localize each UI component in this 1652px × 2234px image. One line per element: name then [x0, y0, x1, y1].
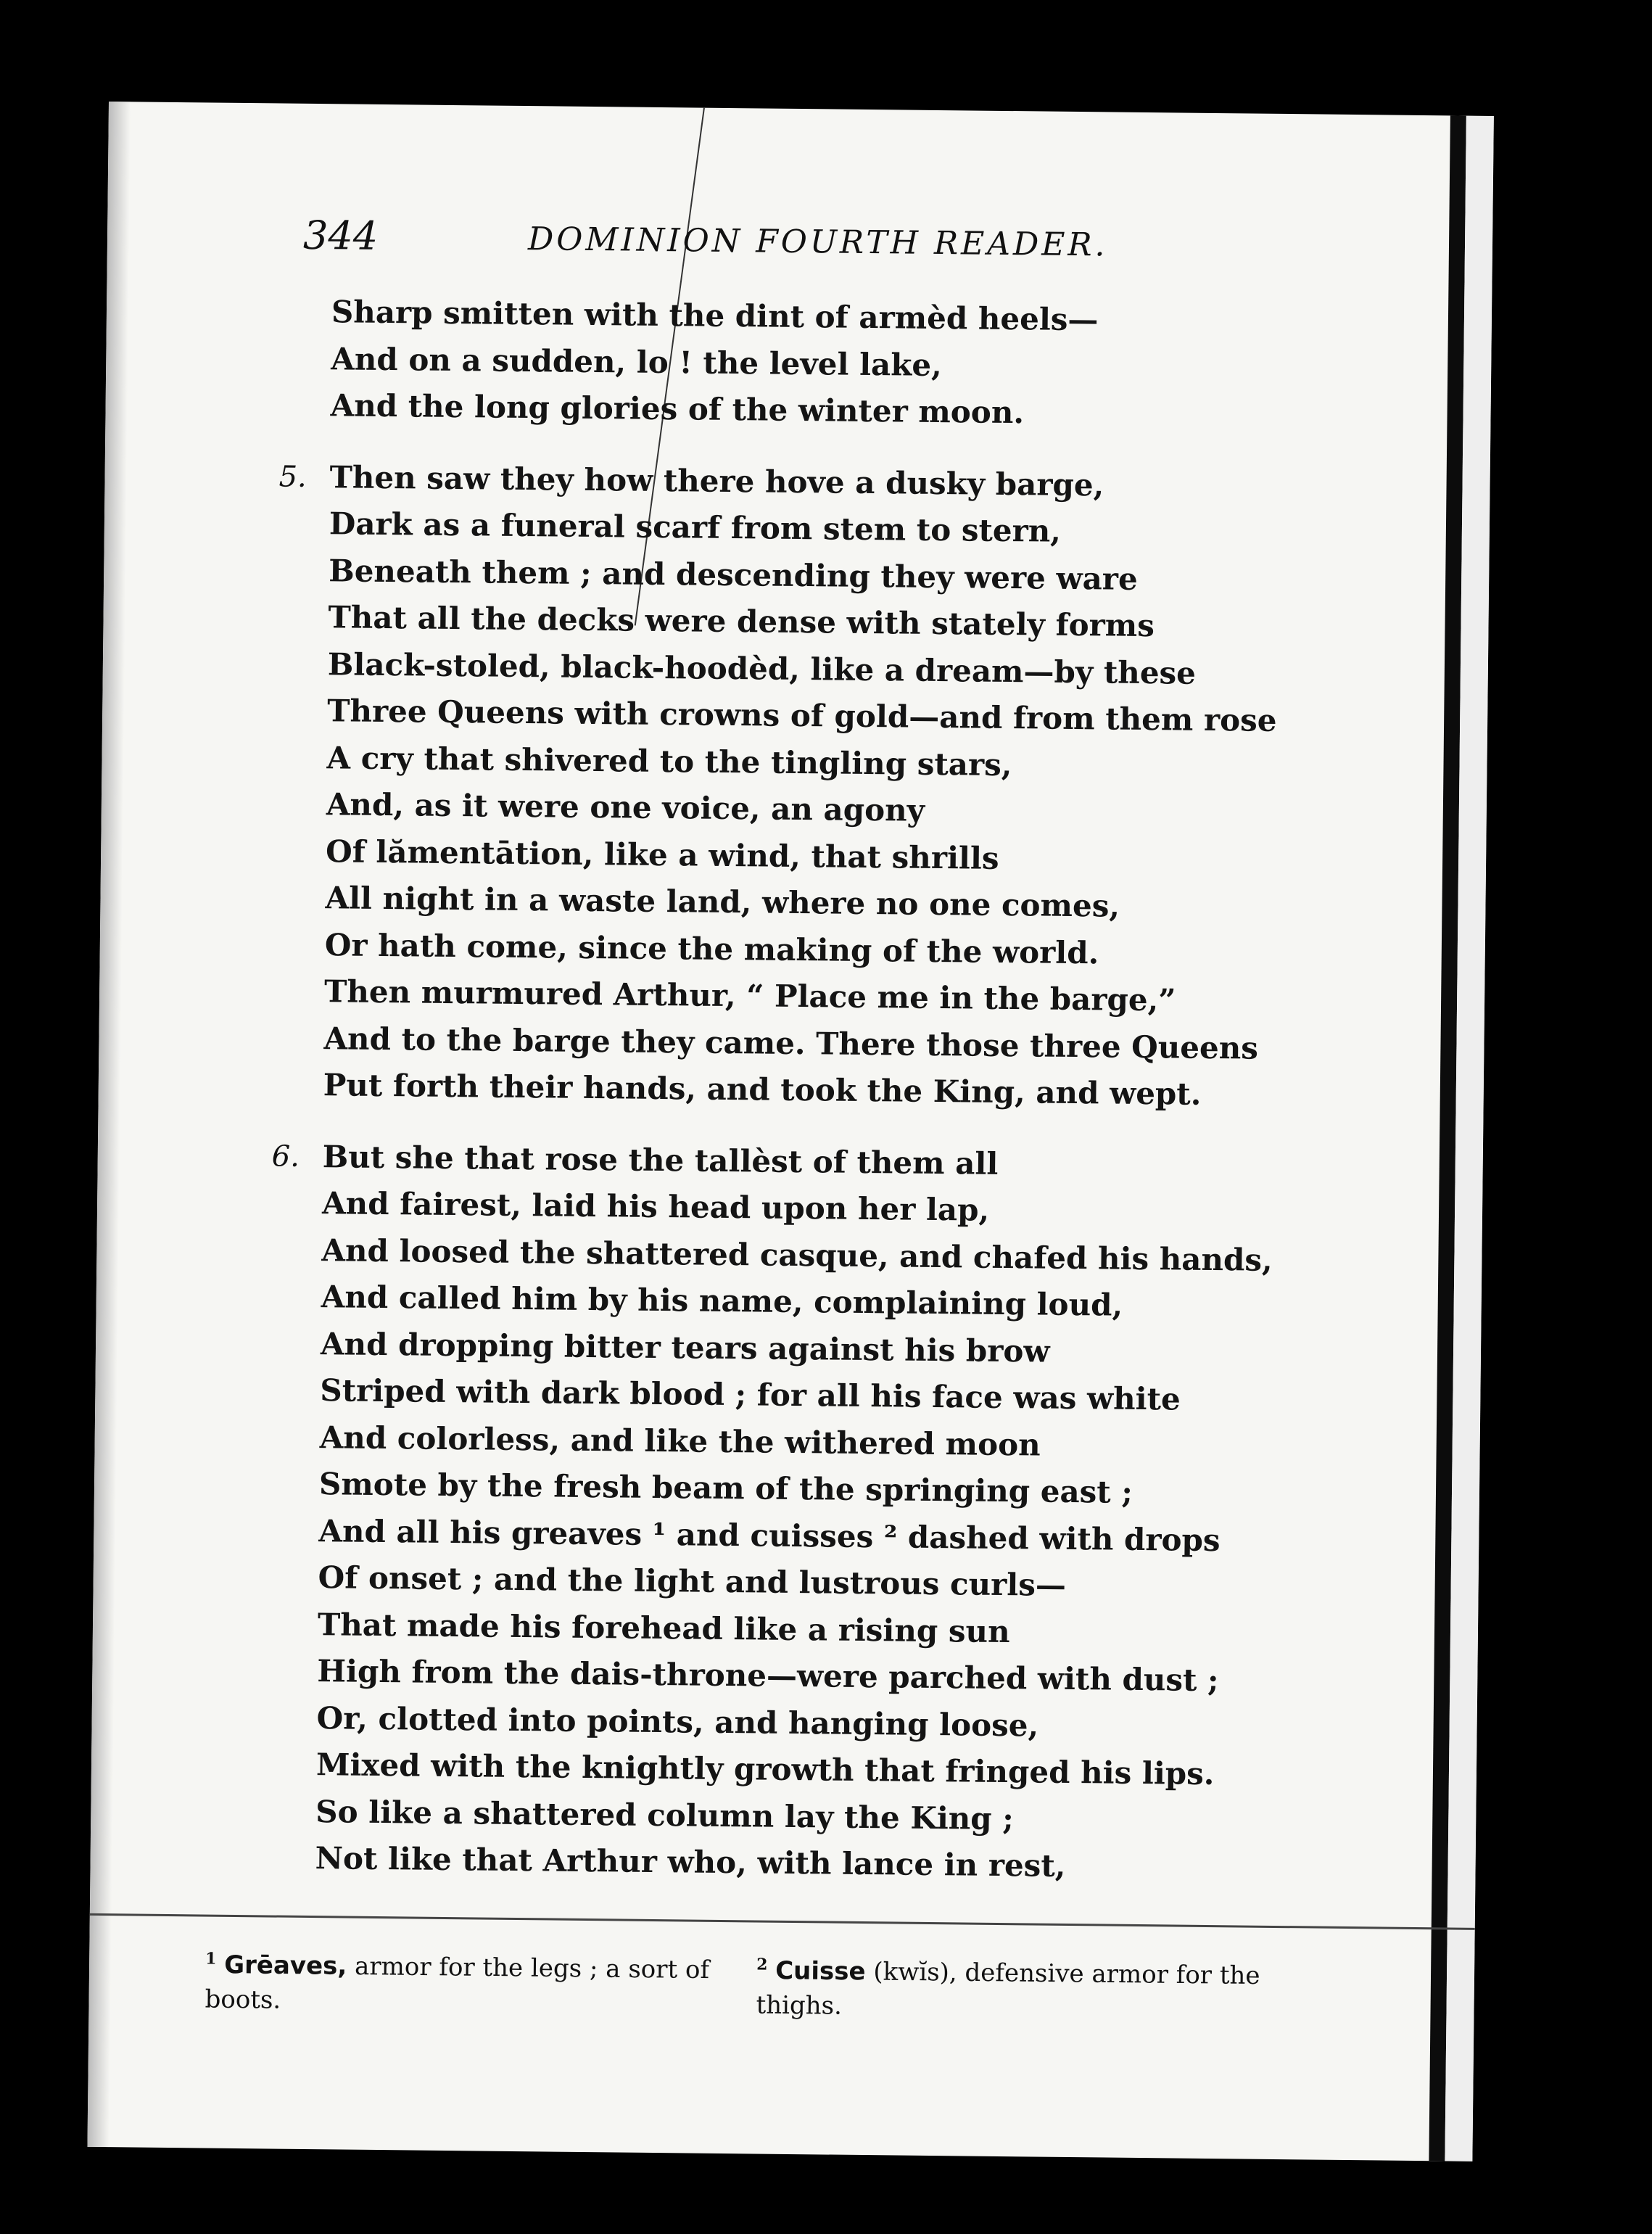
- poem-line: Striped with dark blood ; for all his face was white: [320, 1372, 1181, 1417]
- footnote-text: (kwĭs), defensive armor for the thighs.: [756, 1957, 1260, 2021]
- poem-line: That made his forehead like a rising sun: [317, 1606, 1010, 1649]
- poem-line: Or hath come, since the making of the world.: [324, 926, 1099, 970]
- stanza: [278, 454, 1417, 1121]
- poem-line: And, as it were one voice, an agony: [326, 786, 925, 828]
- poem-body: [271, 289, 1419, 1918]
- poem-line: Or, clotted into points, and hanging loose,: [316, 1699, 1039, 1744]
- poem-line: Sharp smitten with the dint of armèd heels—: [331, 294, 1099, 338]
- stanza: [271, 1134, 1411, 1894]
- poem-line: Of lămentātion, like a wind, that shrills: [325, 833, 999, 876]
- poem-line: But she that rose the tallèst of them all: [322, 1138, 999, 1182]
- page-header: [302, 213, 1318, 289]
- poem-line: And colorless, and like the withered moon: [319, 1419, 1041, 1463]
- book-page: [87, 102, 1493, 2161]
- poem-line: That all the decks were dense with stately forms: [328, 599, 1155, 644]
- footnote-text: armor for the legs ; a sort of boots.: [205, 1951, 710, 2015]
- poem-line: Put forth their hands, and took the King, and wept.: [323, 1067, 1202, 1112]
- poem-line: Of onset ; and the light and lustrous curls—: [318, 1559, 1067, 1603]
- poem-line: Smote by the fresh beam of the springing east ;: [318, 1466, 1133, 1510]
- poem-line: Black-stoled, black-hoodèd, like a dream—by these: [327, 646, 1197, 691]
- footnote-marker: 1: [205, 1949, 217, 1969]
- stanza: [330, 289, 1419, 440]
- poem-line: Then murmured Arthur, “ Place me in the barge,”: [323, 973, 1176, 1018]
- poem-line: A cry that shivered to the tingling stars,: [326, 739, 1012, 783]
- poem-line: And loosed the shattered casque, and chafed his hands,: [321, 1232, 1273, 1278]
- poem-line: And fairest, laid his head upon her lap,: [321, 1185, 990, 1228]
- stanza-number: 6.: [271, 1139, 300, 1174]
- poem-line: High from the dais-throne—were parched with dust ;: [317, 1653, 1219, 1699]
- poem-line: So like a shattered column lay the King ;: [315, 1793, 1015, 1837]
- page-edge-shadow: [87, 102, 131, 2147]
- footnote-1: [205, 1942, 727, 2023]
- poem-line: And on a sudden, lo ! the level lake,: [331, 340, 942, 383]
- poem-line: Beneath them ; and descending they were ware: [328, 552, 1138, 597]
- poem-line: And the long glories of the winter moon.: [330, 387, 1025, 431]
- footnote-term: Grēaves,: [224, 1950, 347, 1981]
- footnote-2: [756, 1947, 1308, 2028]
- poem-line: Mixed with the knightly growth that fringed his lips.: [315, 1747, 1215, 1792]
- poem-line: Three Queens with crowns of gold—and from them rose: [326, 693, 1277, 738]
- poem-line: All night in a waste land, where no one comes,: [325, 880, 1120, 924]
- poem-line: And all his greaves ¹ and cuisses ² dashed with drops: [318, 1512, 1221, 1558]
- poem-line: Then saw they how there hove a dusky barge,: [329, 458, 1104, 503]
- stanza-number: 5.: [278, 459, 307, 494]
- running-title: DOMINION FOURTH READER.: [527, 220, 1108, 264]
- poem-line: And called him by his name, complaining loud,: [321, 1279, 1123, 1323]
- poem-line: And to the barge they came. There those three Queens: [323, 1020, 1259, 1066]
- page-number: 344: [302, 212, 379, 259]
- poem-line: Not like that Arthur who, with lance in rest,: [315, 1840, 1066, 1884]
- footnote-term: Cuisse: [775, 1956, 866, 1987]
- poem-line: And dropping bitter tears against his brow: [320, 1325, 1050, 1369]
- poem-line: Dark as a funeral scarf from stem to stern,: [329, 506, 1062, 549]
- footnote-marker: 2: [756, 1955, 768, 1974]
- footnotes: [205, 1942, 1366, 2021]
